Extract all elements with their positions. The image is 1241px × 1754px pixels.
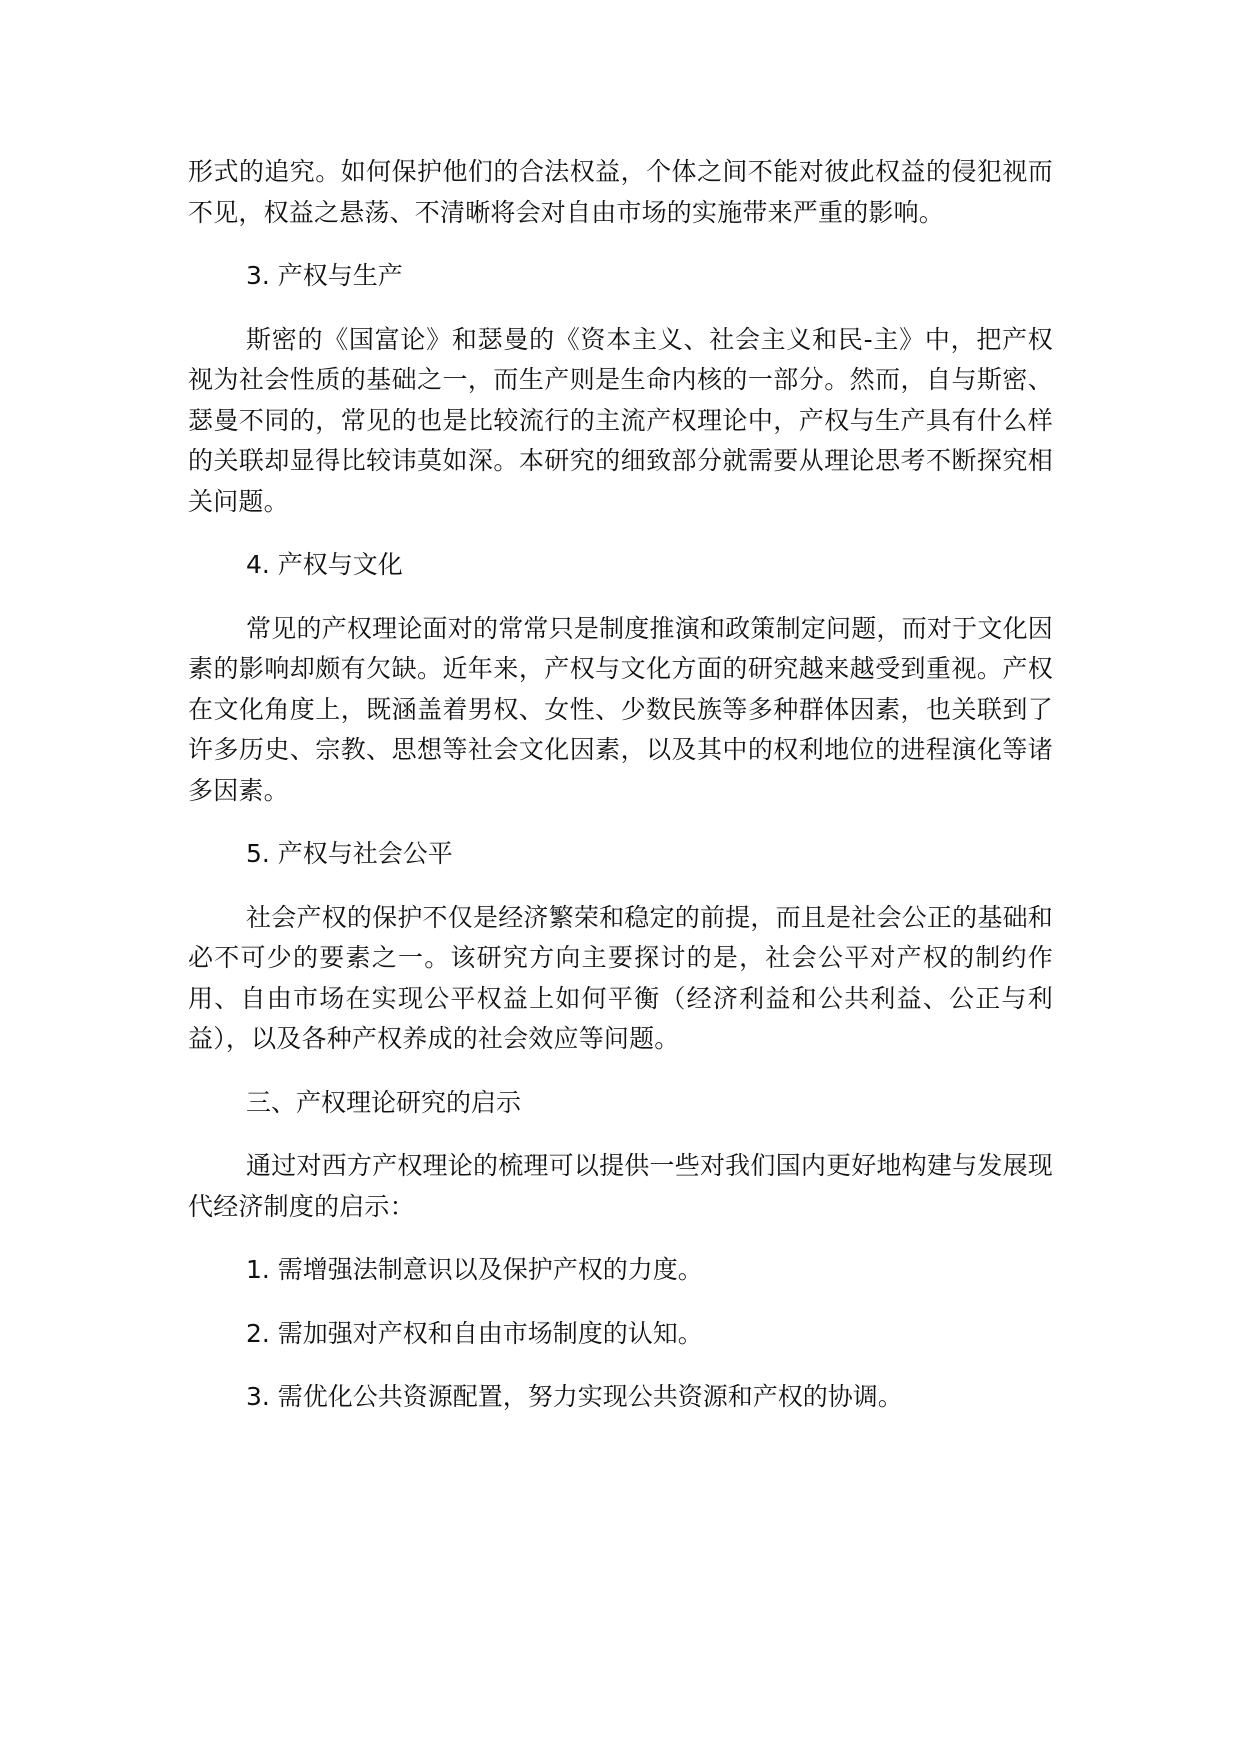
heading-production: 3. 产权与生产	[246, 261, 403, 290]
paragraph-production: 斯密的《国富论》和瑟曼的《资本主义、社会主义和民-主》中，把产权视为社会性质的基础之一，而生产则是生命内核的一部分。然而，自与斯密、瑟曼不同的，常见的也是比较流行的主流产权理论中，产权与生产具有什么样的关联却显得比较讳莫如深。本研究的细致部分就需要从理论思考不断探究相关问题。	[188, 324, 1053, 516]
heading-culture: 4. 产权与文化	[246, 550, 403, 579]
paragraph-section-three: 通过对西方产权理论的梳理可以提供一些对我们国内更好地构建与发展现代经济制度的启示：	[188, 1151, 1053, 1221]
paragraph-culture: 常见的产权理论面对的常常只是制度推演和政策制定问题，而对于文化因素的影响却颇有欠缺。近年来，产权与文化方面的研究越来越受到重视。产权在文化角度上，既涵盖着男权、女性、少数民族等多种群体因素，也关联到了许多历史、宗教、思想等社会文化因素，以及其中的权利地位的进程演化等诸多因素。	[188, 613, 1053, 805]
document-page	[188, 152, 1053, 1441]
heading-section-three: 三、产权理论研究的启示	[246, 1087, 522, 1117]
list-item: 2. 需加强对产权和自由市场制度的认知。	[246, 1318, 703, 1348]
list-item: 1. 需增强法制意识以及保护产权的力度。	[246, 1255, 703, 1284]
paragraph-social-fairness: 社会产权的保护不仅是经济繁荣和稳定的前提，而且是社会公正的基础和必不可少的要素之一。该研究方向主要探讨的是，社会公平对产权的制约作用、自由市场在实现公平权益上如何平衡（经济利益和公共利益、公正与利益），以及各种产权养成的社会效应等问题。	[188, 902, 1053, 1053]
list-item: 3. 需优化公共资源配置，努力实现公共资源和产权的协调。	[246, 1382, 903, 1411]
paragraph-intro: 形式的追究。如何保护他们的合法权益，个体之间不能对彼此权益的侵犯视而不见，权益之悬荡、不清晰将会对自由市场的实施带来严重的影响。	[188, 157, 1053, 227]
heading-social-fairness: 5. 产权与社会公平	[246, 839, 453, 868]
